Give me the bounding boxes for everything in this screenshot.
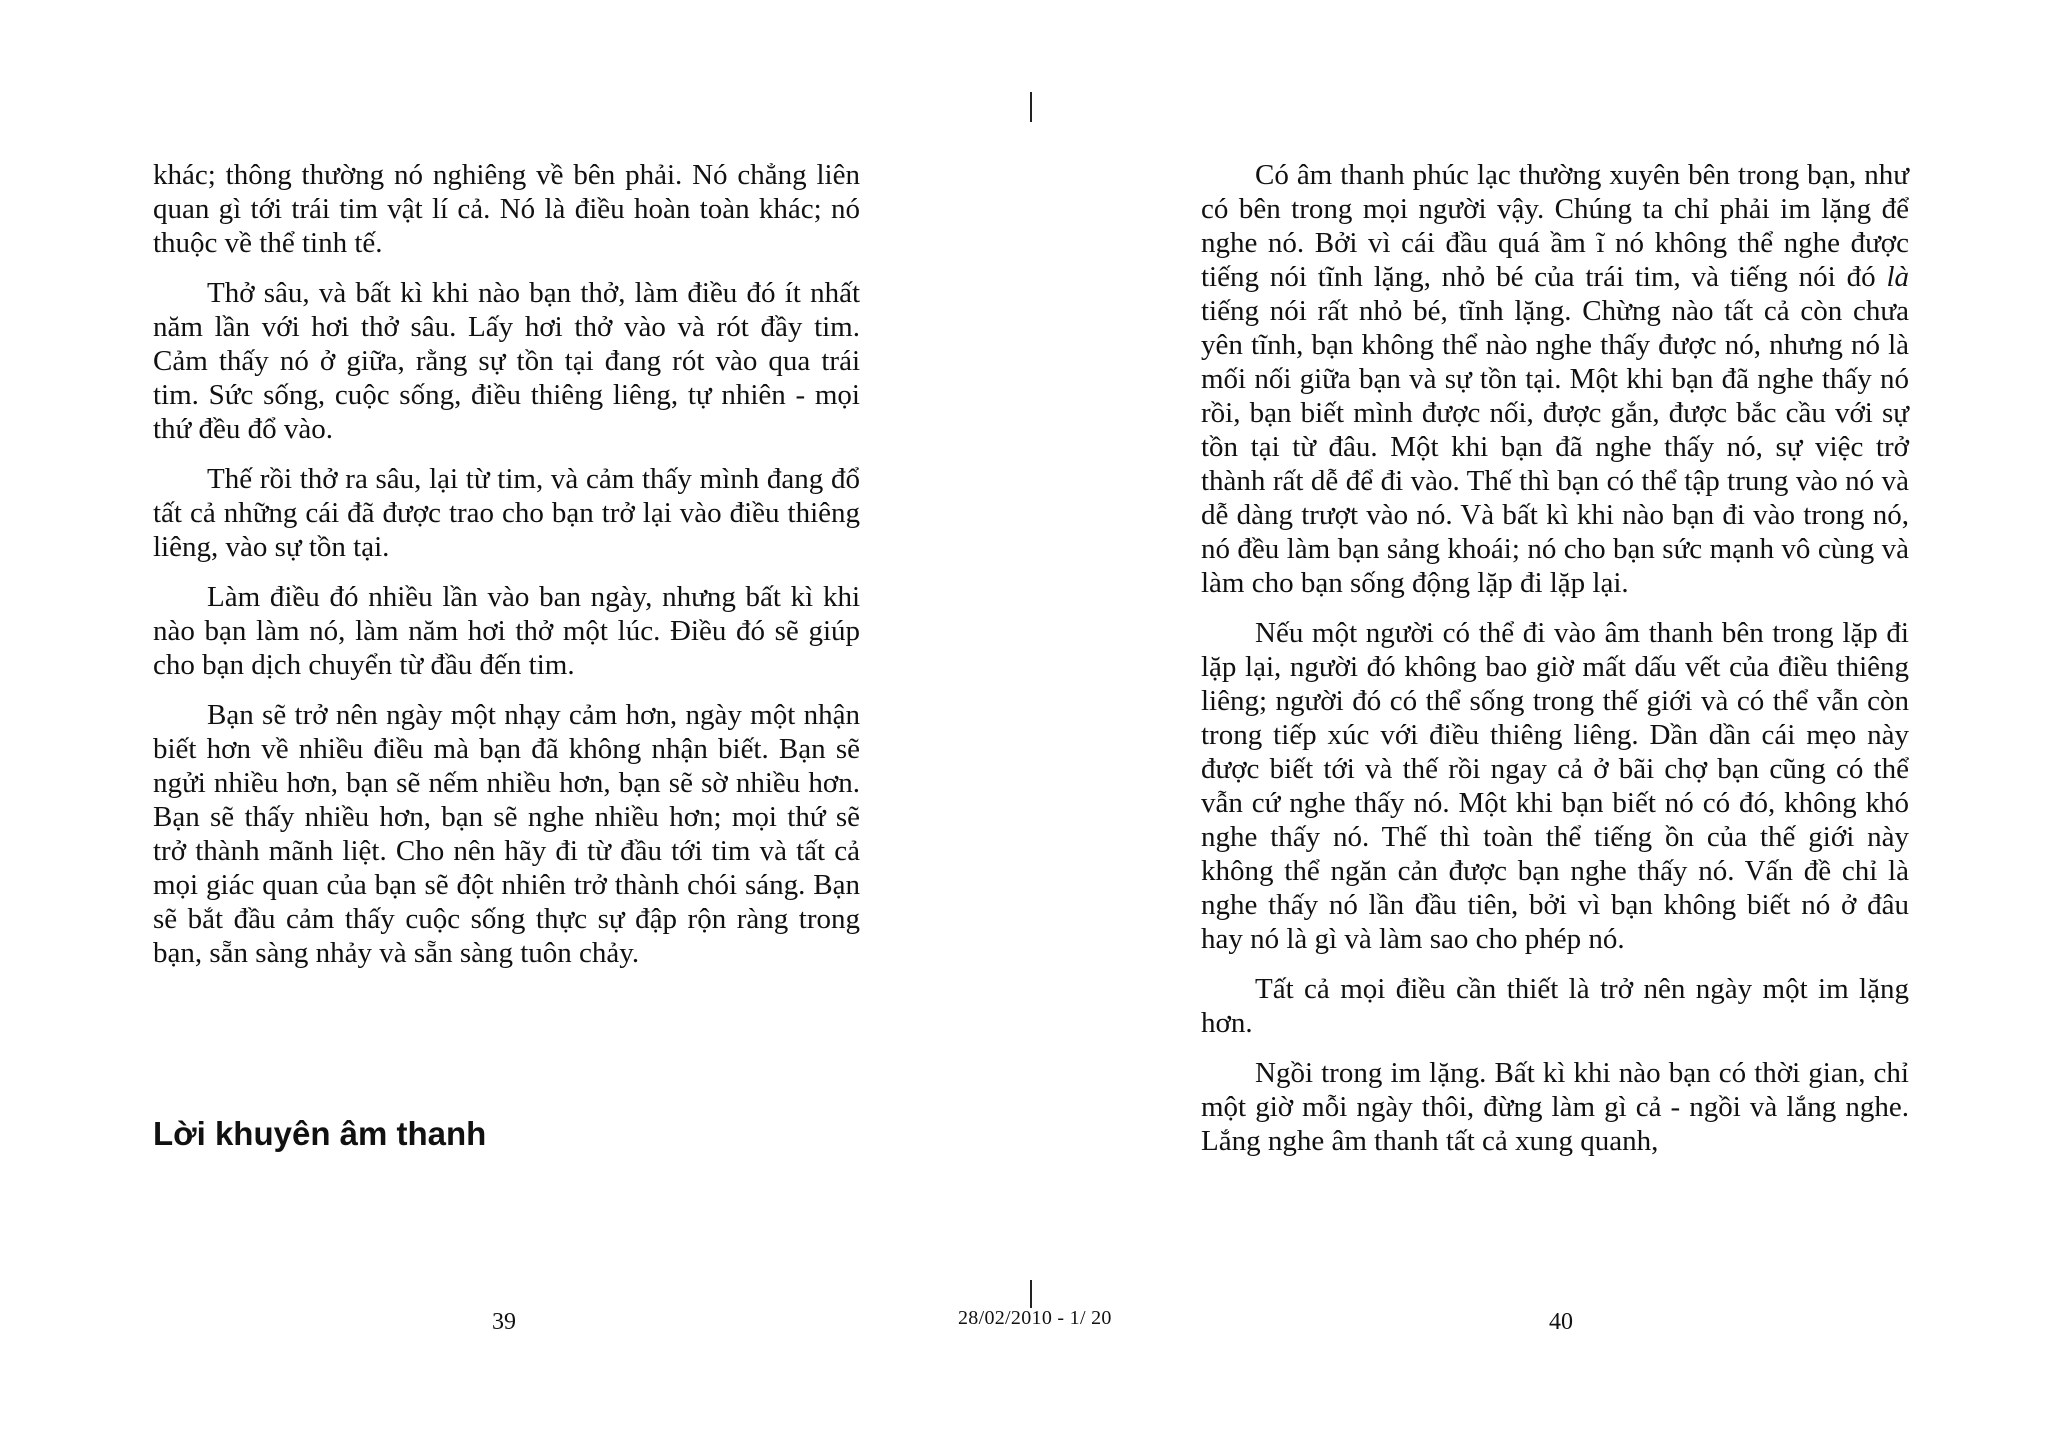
- right-paragraph-4: Ngồi trong im lặng. Bất kì khi nào bạn có thời gian, chỉ một giờ mỗi ngày thôi, đừng làm gì cả - ngồi và lắng nghe. Lắng nghe âm thanh tất cả xung quanh,: [1201, 1057, 1909, 1157]
- page-number-right: 40: [1549, 1309, 1573, 1335]
- right-paragraph-1: [1201, 158, 1909, 600]
- right-paragraph-2: Nếu một người có thể đi vào âm thanh bên trong lặp đi lặp lại, người đó không bao giờ mất dấu vết của điều thiêng liêng; người đó có thể sống trong thế giới và có thể vẫn còn trong tiếp xúc với điều thiêng liêng. Dần dần cái mẹo này được biết tới và thế rồi ngay cả ở bãi chợ bạn cũng có thể vẫn cứ nghe thấy nó. Một khi bạn biết nó có đó, không khó nghe thấy nó. Thế thì toàn thể tiếng ồn của thế giới này không thể ngăn cản được bạn nghe thấy nó. Vấn đề chỉ là nghe thấy nó lần đầu tiên, bởi vì bạn không biết nó ở đâu hay nó là gì và làm sao cho phép nó.: [1201, 617, 1909, 955]
- left-paragraph-1: khác; thông thường nó nghiêng về bên phải. Nó chẳng liên quan gì tới trái tim vật lí cả. Nó là điều hoàn toàn khác; nó thuộc về thể tinh tế.: [153, 159, 860, 259]
- right-paragraph-3: Tất cả mọi điều cần thiết là trở nên ngày một im lặng hơn.: [1201, 973, 1909, 1039]
- right-paragraph-1-end: tiếng nói rất nhỏ bé, tĩnh lặng. Chừng nào tất cả còn chưa yên tĩnh, bạn không thể nào nghe thấy được nó, nhưng nó là mối nối giữa bạn và sự tồn tại. Một khi bạn đã nghe thấy nó rồi, bạn biết mình được nối, được gắn, được bắc cầu với sự tồn tại từ đâu. Một khi bạn đã nghe thấy nó, sự việc trở thành rất dễ để đi vào. Thế thì bạn có thể tập trung vào nó và dễ dàng trượt vào nó. Và bất kì khi nào bạn đi vào trong nó, nó đều làm bạn sảng khoái; nó cho bạn sức mạnh vô cùng và làm cho bạn sống động lặp đi lặp lại.: [1201, 295, 1909, 599]
- section-heading: Lời khuyên âm thanh: [153, 1115, 487, 1152]
- right-page: [1201, 158, 1909, 1174]
- left-page: [153, 158, 860, 986]
- page-number-left: 39: [492, 1309, 516, 1335]
- left-paragraph-5: Bạn sẽ trở nên ngày một nhạy cảm hơn, ngày một nhận biết hơn về nhiều điều mà bạn đã không nhận biết. Bạn sẽ ngửi nhiều hơn, bạn sẽ nếm nhiều hơn, bạn sẽ sờ nhiều hơn. Bạn sẽ thấy nhiều hơn, bạn sẽ nghe nhiều hơn; mọi thứ sẽ trở thành mãnh liệt. Cho nên hãy đi từ đầu tới tim và tất cả mọi giác quan của bạn sẽ đột nhiên trở thành chói sáng. Bạn sẽ bắt đầu cảm thấy cuộc sống thực sự đập rộn ràng trong bạn, sẵn sàng nhảy và sẵn sàng tuôn chảy.: [153, 699, 860, 969]
- left-paragraph-4: Làm điều đó nhiều lần vào ban ngày, nhưng bất kì khi nào bạn làm nó, làm năm hơi thở một lúc. Điều đó sẽ giúp cho bạn dịch chuyển từ đầu đến tim.: [153, 581, 860, 681]
- crop-mark-top: [1030, 92, 1032, 122]
- right-paragraph-1-start: Có âm thanh phúc lạc thường xuyên bên trong bạn, như có bên trong mọi người vậy. Chúng ta chỉ phải im lặng để nghe nó. Bởi vì cái đầu quá ầm ĩ nó không thể nghe được tiếng nói tĩnh lặng, nhỏ bé của trái tim, và tiếng nói đó: [1201, 159, 1909, 293]
- right-paragraph-1-emphasis: là: [1886, 261, 1909, 293]
- print-date-stamp: 28/02/2010 - 1/ 20: [958, 1307, 1112, 1329]
- left-paragraph-2: Thở sâu, và bất kì khi nào bạn thở, làm điều đó ít nhất năm lần với hơi thở sâu. Lấy hơi thở vào và rót đầy tim. Cảm thấy nó ở giữa, rằng sự tồn tại đang rót vào qua trái tim. Sức sống, cuộc sống, điều thiêng liêng, tự nhiên - mọi thứ đều đổ vào.: [153, 277, 860, 445]
- crop-mark-bottom: [1030, 1280, 1032, 1308]
- left-paragraph-3: Thế rồi thở ra sâu, lại từ tim, và cảm thấy mình đang đổ tất cả những cái đã được trao cho bạn trở lại vào điều thiêng liêng, vào sự tồn tại.: [153, 463, 860, 563]
